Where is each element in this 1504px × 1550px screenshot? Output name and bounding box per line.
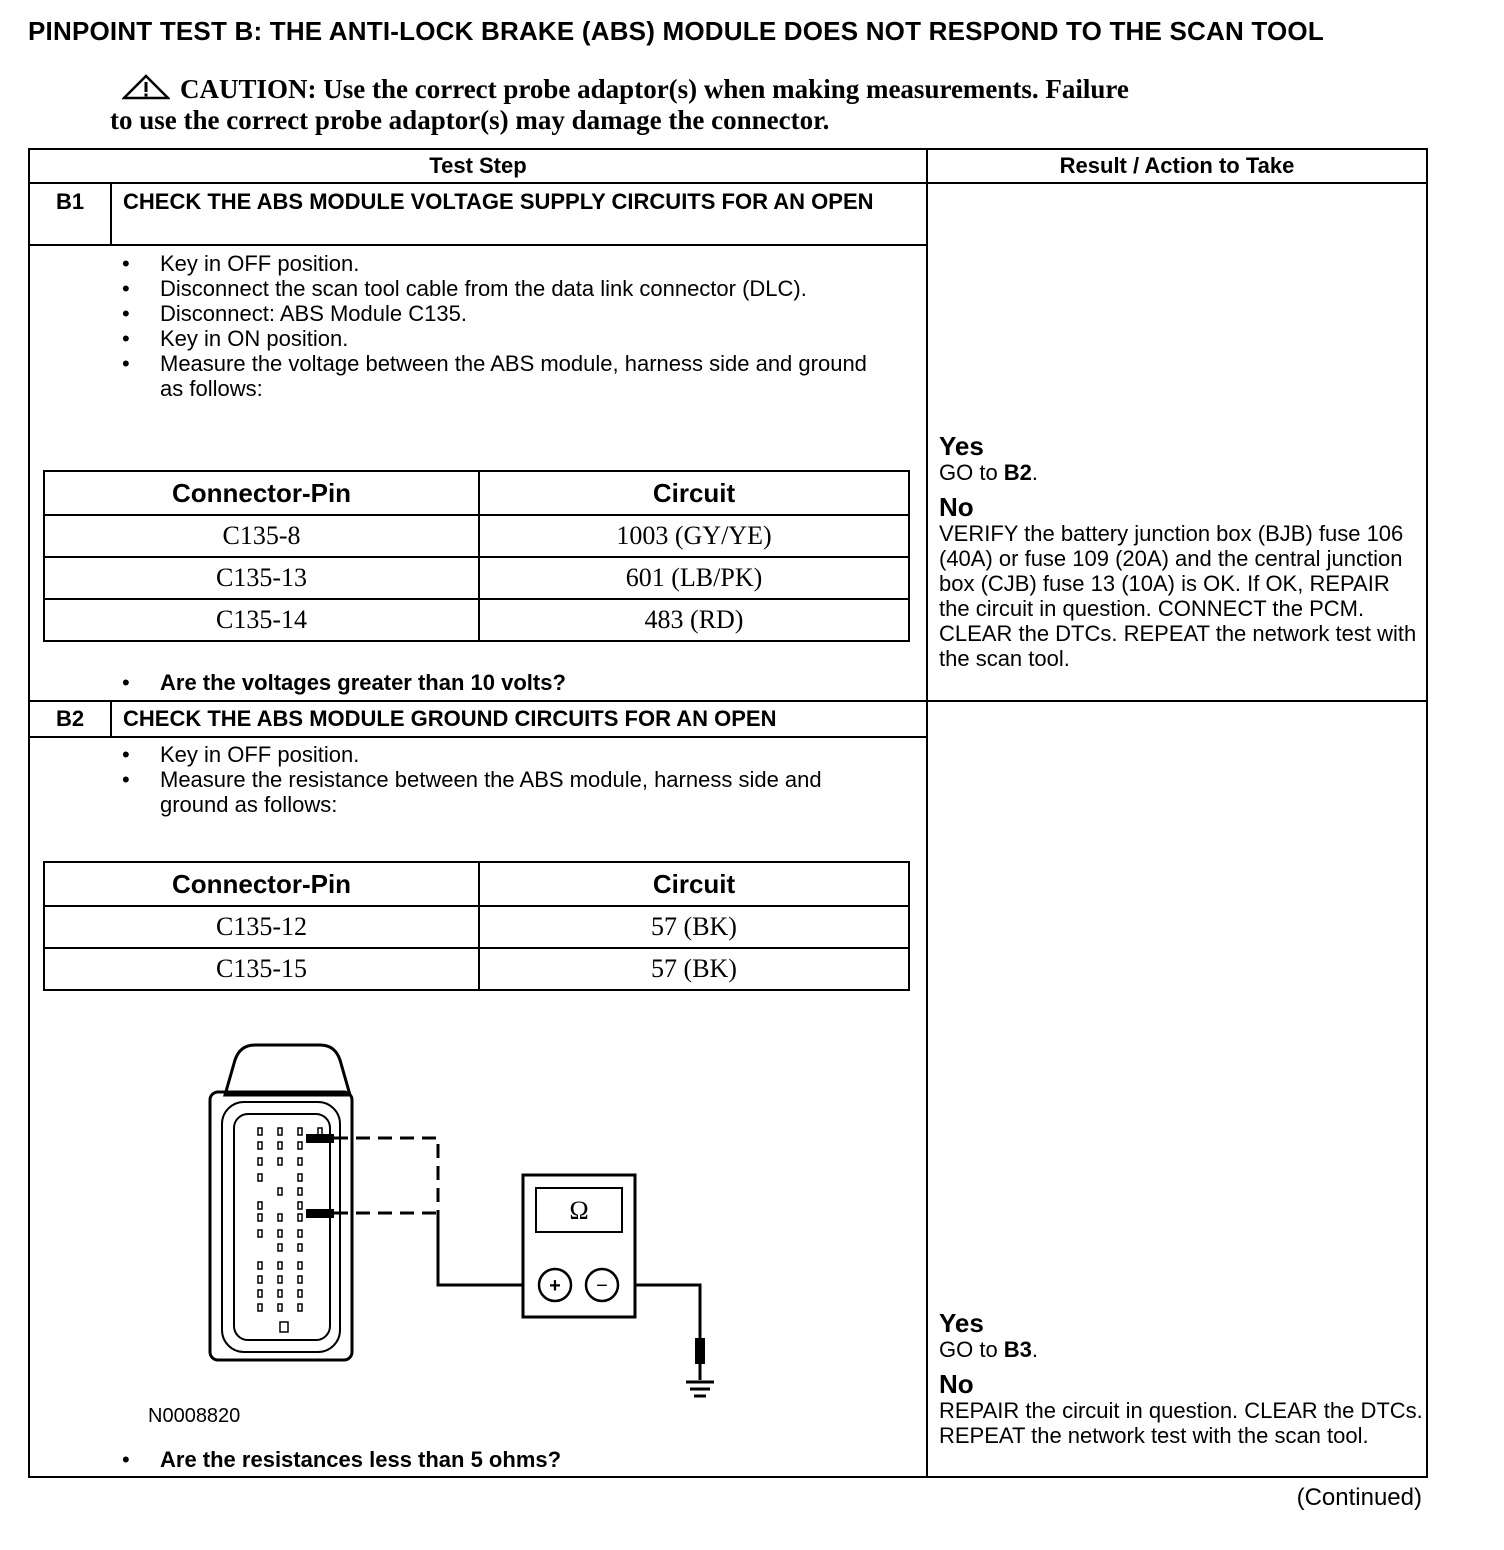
b1-id-divider [110, 184, 112, 245]
no-action: VERIFY the battery junction box (BJB) fuse 106 (40A) or fuse 109 (20A) and the central junction box (CJB) fuse 13 (10A) is OK. If OK, REPAIR the circuit in question. CONNECT the PCM. CLEAR the DTCs. REPEAT the network test with the scan tool. [939, 521, 1417, 671]
b2-title-divider [28, 736, 926, 738]
ohm-symbol: Ω [569, 1196, 589, 1225]
table-row [44, 515, 909, 557]
table-cell: C135-13 [44, 557, 479, 599]
table-cell: C135-14 [44, 599, 479, 641]
yes-action: GO to B2. [939, 460, 1039, 485]
step-id-b1: B1 [55, 189, 85, 214]
continued-note: (Continued) [1296, 1484, 1422, 1511]
b2-pin-table [43, 861, 910, 991]
table-cell: C135-8 [44, 515, 479, 557]
probe-wires [306, 1134, 705, 1364]
list-item: • Key in OFF position. [110, 251, 880, 276]
list-item: • Measure the voltage between the ABS module, harness side and ground as follows: [110, 351, 880, 401]
table-cell: C135-12 [44, 906, 479, 948]
caution-line-1 [110, 74, 1310, 105]
table-cell: 57 (BK) [479, 906, 909, 948]
list-item: • Key in ON position. [110, 326, 880, 351]
page-title: PINPOINT TEST B: THE ANTI-LOCK BRAKE (ABS) MODULE DOES NOT RESPOND TO THE SCAN TOOL [28, 16, 1324, 46]
no-label: No [939, 1369, 974, 1399]
table-header-row [44, 862, 909, 906]
connector-icon [210, 1045, 352, 1360]
column-header: Connector-Pin [44, 471, 479, 515]
table-header-row [44, 471, 909, 515]
step-id-b2: B2 [55, 706, 85, 731]
step-reference: B3 [1003, 1337, 1032, 1362]
no-label: No [939, 492, 974, 522]
figure-id: N0008820 [148, 1405, 241, 1427]
b2-question: • Are the resistances less than 5 ohms? [110, 1447, 561, 1473]
caution-notice [110, 74, 1310, 136]
list-item: • Measure the resistance between the ABS module, harness side and ground as follows: [110, 767, 880, 817]
step-title-b2: CHECK THE ABS MODULE GROUND CIRCUITS FOR AN OPEN [123, 706, 777, 731]
b1-pin-table [43, 470, 910, 642]
table-cell: 1003 (GY/YE) [479, 515, 909, 557]
step-divider [28, 700, 1428, 702]
table-row [44, 557, 909, 599]
column-header: Circuit [479, 471, 909, 515]
table-row [44, 948, 909, 990]
svg-text:−: − [596, 1275, 608, 1297]
column-divider [926, 148, 928, 1478]
caution-text-2: to use the correct probe adaptor(s) may damage the connector. [110, 105, 830, 135]
table-cell: 601 (LB/PK) [479, 557, 909, 599]
b1-instructions [110, 251, 880, 401]
column-header: Connector-Pin [44, 862, 479, 906]
table-cell: C135-15 [44, 948, 479, 990]
b2-result [939, 1309, 1424, 1448]
table-cell: 57 (BK) [479, 948, 909, 990]
caution-text-1: CAUTION: Use the correct probe adaptor(s) when making measurements. Failure [180, 74, 1129, 104]
ohmmeter-icon [523, 1175, 635, 1317]
yes-action: GO to B3. [939, 1337, 1039, 1362]
list-item: • Disconnect: ABS Module C135. [110, 301, 880, 326]
connector-ohmmeter-diagram [140, 1030, 740, 1430]
b1-title-divider [28, 244, 926, 246]
header-divider [28, 182, 1428, 184]
no-action: REPAIR the circuit in question. CLEAR the DTCs. REPEAT the network test with the scan tool. [939, 1398, 1423, 1448]
b2-instructions [110, 742, 880, 817]
list-item: • Key in OFF position. [110, 742, 880, 767]
step-title-b1: CHECK THE ABS MODULE VOLTAGE SUPPLY CIRCUITS FOR AN OPEN [123, 189, 874, 214]
yes-label: Yes [939, 431, 984, 461]
svg-text:+: + [549, 1275, 561, 1297]
table-cell: 483 (RD) [479, 599, 909, 641]
b2-id-divider [110, 702, 112, 737]
warning-triangle-icon [122, 74, 170, 100]
table-row [44, 906, 909, 948]
table-row [44, 599, 909, 641]
ground-icon [686, 1364, 714, 1396]
column-header: Circuit [479, 862, 909, 906]
b1-result [939, 432, 1424, 671]
step-reference: B2 [1003, 460, 1032, 485]
b1-question: • Are the voltages greater than 10 volts? [110, 670, 566, 696]
header-test-step: Test Step [429, 153, 527, 178]
list-item: • Disconnect the scan tool cable from the data link connector (DLC). [110, 276, 880, 301]
yes-label: Yes [939, 1308, 984, 1338]
header-result: Result / Action to Take [1059, 153, 1295, 178]
